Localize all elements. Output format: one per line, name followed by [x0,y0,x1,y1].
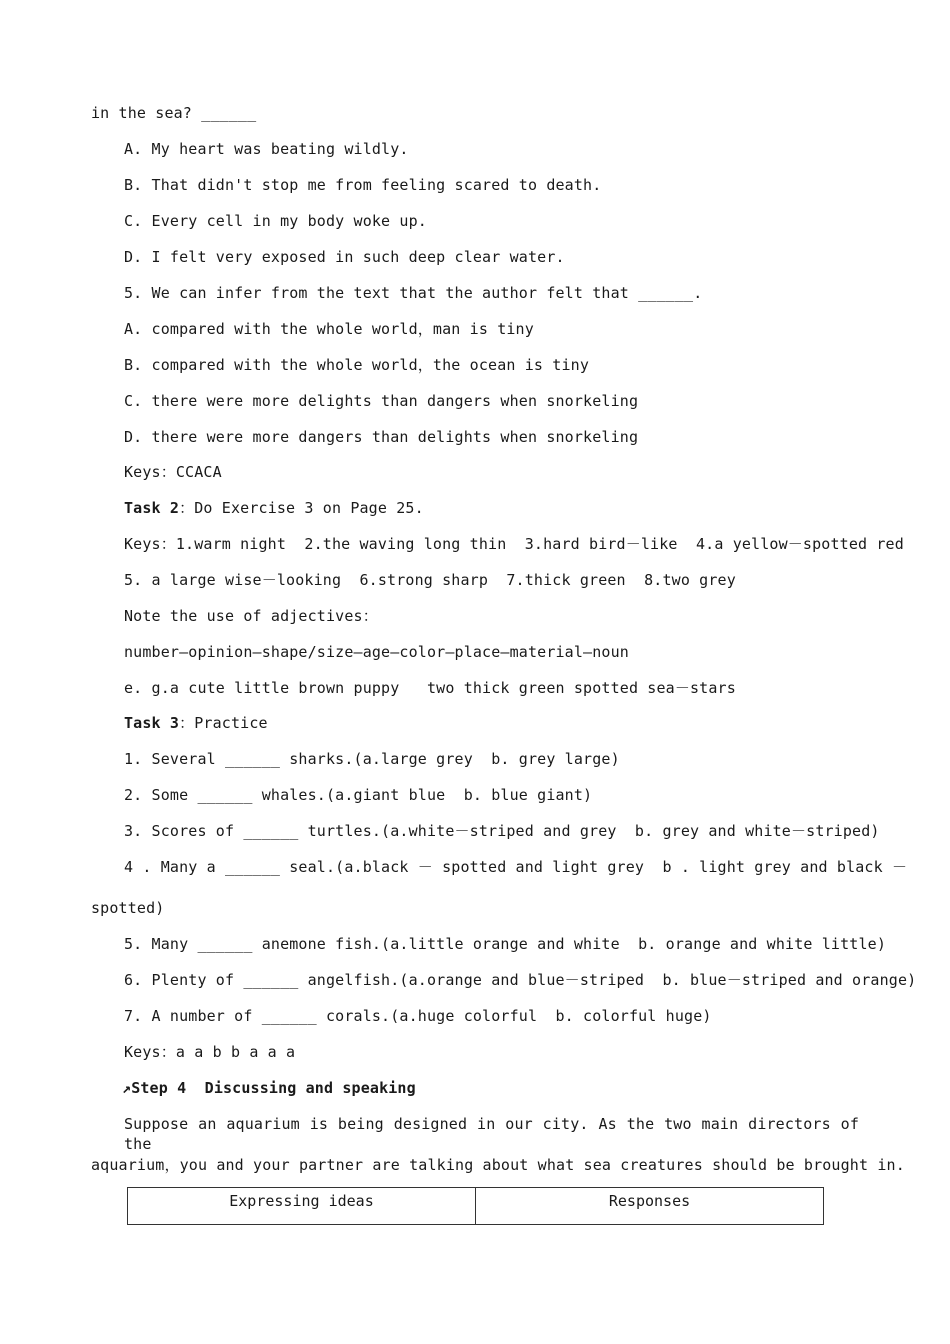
q5-option-a: A. compared with the whole world，man is tiny [124,320,534,338]
task3-instruction: ：Practice [179,714,268,732]
header-responses: Responses [476,1188,824,1225]
example-line: e. g.a cute little brown puppy two thick green spotted sea－stars [124,679,736,697]
practice-1: 1. Several ______ sharks.(a.large grey b. grey large) [124,750,620,768]
note-adjectives: Note the use of adjectives： [124,607,378,625]
adjective-order: number—opinion—shape/size—age—color—place—material—noun [124,643,629,661]
task3-label: Task 3 [124,714,180,732]
table-row [128,1188,824,1225]
keys-task1: Keys：CCACA [124,463,222,481]
q5-option-b: B. compared with the whole world，the ocean is tiny [124,356,590,374]
practice-5: 5. Many ______ anemone fish.(a.little orange and white b. orange and white little) [124,935,887,953]
keys-task3: Keys：a a b b a a a [124,1043,296,1061]
task2-heading [124,498,424,518]
q5-option-d: D. there were more dangers than delights when snorkeling [124,428,639,446]
practice-7: 7. A number of ______ corals.(a.huge colorful b. colorful huge) [124,1007,712,1025]
practice-6: 6. Plenty of ______ angelfish.(a.orange and blue－striped b. blue－striped and orange) [124,971,917,989]
keys-task2-line2: 5. a large wise－looking 6.strong sharp 7.thick green 8.two grey [124,571,736,589]
practice-3: 3. Scores of ______ turtles.(a.white－striped and grey b. grey and white－striped) [124,822,880,840]
step-marker-icon: ↗ [122,1079,132,1097]
step4-title: Step 4 Discussing and speaking [131,1079,416,1097]
step4-heading [122,1078,416,1098]
question-continuation: in the sea? ______ [91,104,257,122]
option-c: C. Every cell in my body woke up. [124,212,427,230]
step4-paragraph-line2: aquarium，you and your partner are talking about what sea creatures should be brought in. [91,1156,905,1174]
practice-4: 4 . Many a ______ seal.(a.black － spotted and light grey b . light grey and black － [124,858,908,876]
task2-instruction: ：Do Exercise 3 on Page 25. [179,499,424,517]
ideas-responses-table [127,1187,824,1225]
header-expressing-ideas: Expressing ideas [128,1188,476,1225]
practice-4-continuation: spotted) [91,899,165,917]
option-b: B. That didn't stop me from feeling scared to death. [124,176,602,194]
keys-task2-line1: Keys：1.warm night 2.the waving long thin 3.hard bird－like 4.a yellow－spotted red [124,535,904,553]
option-d: D. I felt very exposed in such deep clear water. [124,248,565,266]
q5-option-c: C. there were more delights than dangers when snorkeling [124,392,639,410]
task3-heading [124,713,268,733]
step4-paragraph-line1: Suppose an aquarium is being designed in our city. As the two main directors of the [124,1115,859,1153]
option-a: A. My heart was beating wildly. [124,140,409,158]
task2-label: Task 2 [124,499,180,517]
practice-2: 2. Some ______ whales.(a.giant blue b. blue giant) [124,786,593,804]
question-5: 5. We can infer from the text that the author felt that ______. [124,284,703,302]
